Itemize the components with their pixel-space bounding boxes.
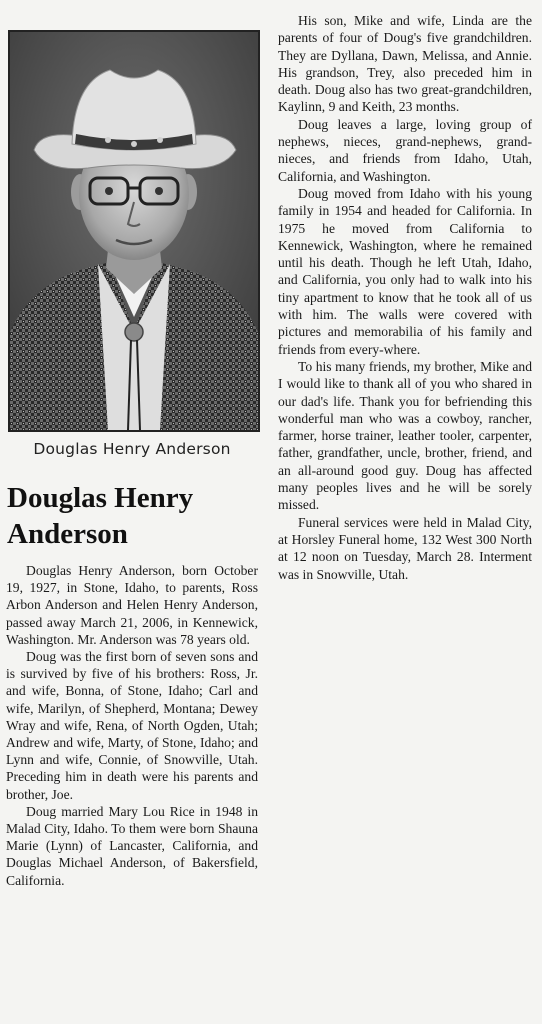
paragraph: His son, Mike and wife, Linda are the parents of four of Doug's five grandchildren. They are Dyllana, Dawn, Melissa, and Annie. His grandson, Trey, also preceded him in death. Doug also has two great-grandchildren, Kaylinn, 9 and Keith, 23 months. [278, 13, 532, 115]
right-body-text [278, 12, 532, 583]
paragraph: Doug leaves a large, loving group of nephews, nieces, grand-nephews, grand-nieces, and friends from Idaho, Utah, California, and Washington. [278, 116, 532, 184]
obituary-headline [7, 480, 258, 552]
headline-line-1: Douglas Henry [7, 482, 194, 514]
paragraph: To his many friends, my brother, Mike and I would like to thank all of you who shared in our dad's life. Thank you for befriending this wonderful man who was a cowboy, rancher, farmer, horse trainer, leather tooler, carpenter, father, grandfather, uncle, brother, friend, and an all-around good guy. Doug has affected many peoples lives and he will be sorely missed. [278, 358, 532, 513]
paragraph: Doug married Mary Lou Rice in 1948 in Malad City, Idaho. To them were born Shauna Marie (Lynn) of Lancaster, California, and Douglas Michael Anderson, of Bakersfield, California. [6, 803, 258, 888]
left-column [6, 30, 258, 889]
portrait-photo [8, 30, 260, 432]
photo-caption: Douglas Henry Anderson [33, 440, 231, 458]
paragraph: Douglas Henry Anderson, born October 19, 1927, in Stone, Idaho, to parents, Ross Arbon Anderson and Helen Henry Anderson, passed away March 21, 2006, in Kennewick, Washington. Mr. Anderson was 78 years old. [6, 563, 258, 647]
paragraph: Doug moved from Idaho with his young family in 1954 and headed for California. In 1975 he moved from California to Kennewick, Washington, where he remained until his death. Though he left Utah, Idaho, and California, you only had to walk into his tiny apartment to know that he took all of us with him. The walls were covered with pictures and memorabilia of his family and friends from every-where. [278, 185, 532, 357]
paragraph: Doug was the first born of seven sons and is survived by five of his brothers: Ross, Jr. and wife, Bonna, of Stone, Idaho; Carl and wife, Marilyn, of Shepherd, Montana; Dewey Wray and wife, Rena, of North Ogden, Utah; Andrew and wife, Marty, of Stone, Idaho; and Lynn and wife, Connie, of Snowville, Utah. Preceding him in death were his parents and brother, Joe. [6, 649, 258, 802]
paragraph: Funeral services were held in Malad City, at Horsley Funeral home, 132 West 300 North at 12 noon on Tuesday, March 28. Interment was in Snowville, Utah. [278, 514, 532, 582]
left-body-text [6, 562, 258, 889]
right-column [278, 12, 532, 583]
headline-line-2: Anderson [7, 518, 128, 550]
